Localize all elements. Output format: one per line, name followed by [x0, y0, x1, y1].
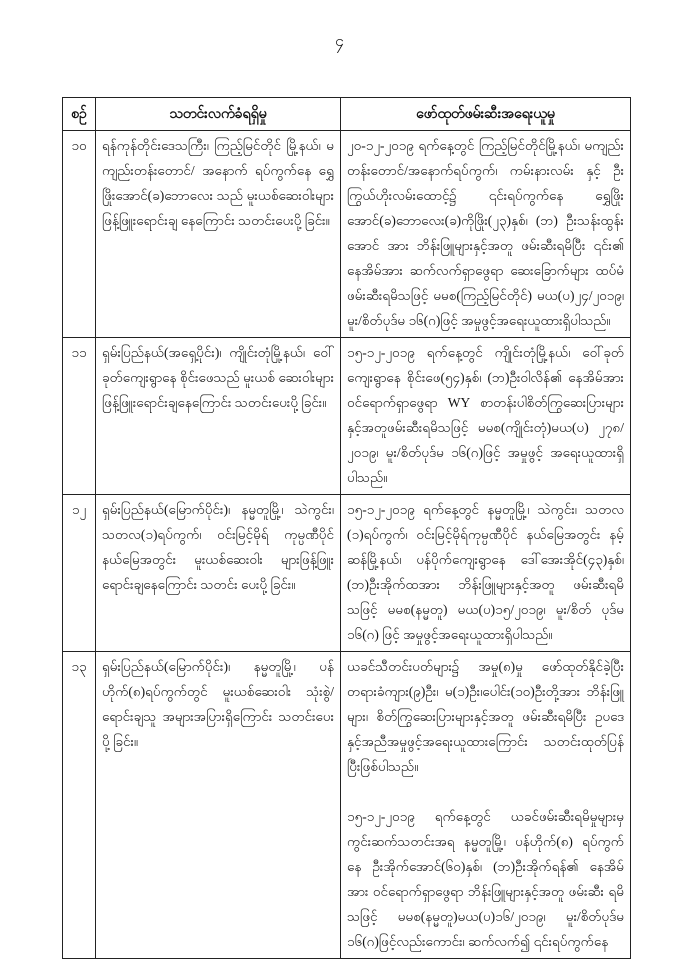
row-number-cell: ၁၂	[63, 495, 96, 652]
report-cell	[96, 495, 341, 652]
report-paragraph: ရန်ကုန်တိုင်းဒေသကြီး၊ ကြည့်မြင်တိုင် မြို့နယ်၊ မကျည်းတန်းတောင်/ အနောက် ရပ်ကွက်နေ ရွှေဖြိုးအောင်(ခ)ဘောလေး သည် မူးယစ်ဆေးဝါးများ ဖြန့်ဖြူးရောင်းချ နေကြောင်း သတင်းပေးပို့ခြင်း။	[102, 138, 334, 228]
row-number-cell: ၁၀	[63, 131, 96, 338]
table-row	[63, 495, 631, 652]
action-cell	[341, 495, 631, 652]
table-header-report: သတင်းလက်ခံရရှိမှု	[96, 98, 341, 131]
action-paragraph: ၂၀-၁၂-၂၀၁၉ ရက်နေ့တွင် ကြည့်မြင်တိုင်မြို့နယ်၊ မကျည်းတန်းတောင်/အနောက်ရပ်ကွက်၊ ကမ်းနားလမ်း နှင့် ဦးကြွယ်ဟိုးလမ်းထောင့်၌ ၎င်းရပ်ကွက်နေ ရွှေဖြိုး အောင်(ခ)ဘောလေး(ခ)ကိုဖြိုး(၂၃)နှစ်၊ (ဘ) ဦးသန်းထွန်း အောင် အား ဘိန်းဖြူများနှင့်အတူ ဖမ်းဆီးရမိပြီး ၎င်း၏ နေအိမ်အား ဆက်လက်ရှာဖွေရာ ဆေးခြောက်များ ထပ်မံ ဖမ်းဆီးရမိသဖြင့် မမစ(ကြည့်မြင်တိုင်) မယ(ပ)၂၄/၂၀၁၉၊ မူး/စိတ်ပုဒ်မ ၁၆(ဂ)ဖြင့် အမှုဖွင့်အရေးယူထားရှိပါသည်။	[347, 138, 624, 328]
report-cell	[96, 652, 341, 959]
action-paragraph: ၁၅-၁၂-၂၀၁၉ ရက်နေ့တွင် ကျိုင်းတုံမြို့နယ်၊ ဝေါ်ခုတ် ကျေးရွာနေ စိုင်းဖေ(၅၄)နှစ်၊ (ဘ)ဦးဝါလိန်၏ နေအိမ်အား ဝင်ရောက်ရှာဖွေရာ WY စာတန်းပါစိတ်ကြွဆေးပြားများ နှင့်အတူဖမ်းဆီးရမိသဖြင့် မမစ(ကျိုင်းတုံ)မယ(ပ) ၂၇၈/ ၂၀၁၉၊ မူး/စိတ်ပုဒ်မ ၁၆(ဂ)ဖြင့် အမှုဖွင့် အရေးယူထားရှိ ပါသည်။	[347, 345, 624, 485]
action-cell	[341, 131, 631, 338]
table-row	[63, 131, 631, 338]
report-cell	[96, 131, 341, 338]
report-paragraph: ရှမ်းပြည်နယ်(မြောက်ပိုင်း)၊ နမ္မတူမြို့၊ သဲကွင်း၊ သတလ(၁)ရပ်ကွက်၊ ဝင်းမြင့်မိုရ် ကုမ္ပဏီပိုင် နယ်မြေအတွင်း မူးယစ်ဆေးဝါး များဖြန့်ဖြူးရောင်းချနေကြောင်း သတင်း ပေးပို့ခြင်း။	[102, 502, 334, 592]
action-cell	[341, 652, 631, 959]
report-cell	[96, 338, 341, 495]
action-paragraph: ၁၅-၁၂-၂၀၁၉ ရက်နေ့တွင် ယခင်ဖမ်းဆီးရမိမှုများမှ ကွင်းဆက်သတင်းအရ နမ္မတူမြို့၊ ပန်ဟိုက်(၈) ရပ်ကွက် နေ ဦးအိုက်အောင်(၆၀)နှစ်၊ (ဘ)ဦးအိုက်ရန်၏ နေအိမ် အား ဝင်ရောက်ရှာဖွေရာ ဘိန်းဖြူများနှင့်အတူ ဖမ်းဆီး ရမိသဖြင့် မမစ(နမ္မတူ)မယ(ပ)၁၆/၂၀၁၉၊ မူး/စိတ်ပုဒ်မ ၁၆(ဂ)ဖြင့်လည်းကောင်း၊ ဆက်လက်၍ ၎င်းရပ်ကွက်နေ	[347, 809, 624, 949]
action-cell	[341, 338, 631, 495]
row-number-cell: ၁၁	[63, 338, 96, 495]
table-row	[63, 338, 631, 495]
action-paragraph: ၁၅-၁၂-၂၀၁၉ ရက်နေ့တွင် နမ္မတူမြို့၊ သဲကွင်း၊ သတလ (၁)ရပ်ကွက်၊ ဝင်းမြင့်မိုရ်ကုမ္ပဏီပိုင် နယ်မြေအတွင်း နမ့်ဆန်မြို့နယ်၊ ပန်ပိုက်ကျေးရွာနေ ဒေါ်အေးအိုင်(၄၃)နှစ်၊ (ဘ)ဦးအိုက်ထအား ဘိန်းဖြူများနှင့်အတူ ဖမ်းဆီးရမိ သဖြင့် မမစ(နမ္မတူ) မယ(ပ)၁၅/၂၀၁၉၊ မူး/စိတ် ပုဒ်မ ၁၆(ဂ) ဖြင့် အမှုဖွင့်အရေးယူထားရှိပါသည်။	[347, 502, 624, 642]
report-paragraph: ရှမ်းပြည်နယ်(မြောက်ပိုင်း)၊ နမ္မတူမြို့၊ ပန်ဟိုက်(၈)ရပ်ကွက်တွင် မူးယစ်ဆေးဝါး သုံးစွဲ/ရောင်းချသူ အများအပြားရှိကြောင်း သတင်းပေးပို့ခြင်း။	[102, 659, 334, 749]
action-paragraph: ယခင်သီတင်းပတ်များ၌ အမှု(၈)မှု ဖော်ထုတ်နိုင်ခဲ့ပြီး တရားခံကျား(၉)ဦး၊ မ(၁)ဦး၊ပေါင်း(၁၀)ဦးတို့အား ဘိန်းဖြူ များ၊ စိတ်ကြွဆေးပြားများနှင့်အတူ ဖမ်းဆီးရမိပြီး ဥပဒေ နှင့်အညီအမှုဖွင့်အရေးယူထားကြောင်း သတင်းထုတ်ပြန် ပြီးဖြစ်ပါသည်။	[347, 659, 624, 774]
page-number: ၄	[335, 33, 344, 50]
report-paragraph: ရှမ်းပြည်နယ်(အရှေ့ပိုင်း)၊ ကျိုင်းတုံမြို့နယ်၊ ဝေါ်ခုတ်ကျေးရွာနေ စိုင်းဖေသည် မူးယစ် ဆေးဝါးများ ဖြန့်ဖြူးရောင်းချနေကြောင်း သတင်းပေးပို့ခြင်း။	[102, 345, 334, 410]
row-number-cell: ၁၃	[63, 652, 96, 959]
table-row	[63, 652, 631, 959]
report-table	[62, 97, 631, 959]
table-header-row	[63, 98, 631, 131]
table-header-action: ဖော်ထုတ်ဖမ်းဆီးအရေးယူမှု	[341, 98, 631, 131]
table-header-no: စဉ်	[63, 98, 96, 131]
